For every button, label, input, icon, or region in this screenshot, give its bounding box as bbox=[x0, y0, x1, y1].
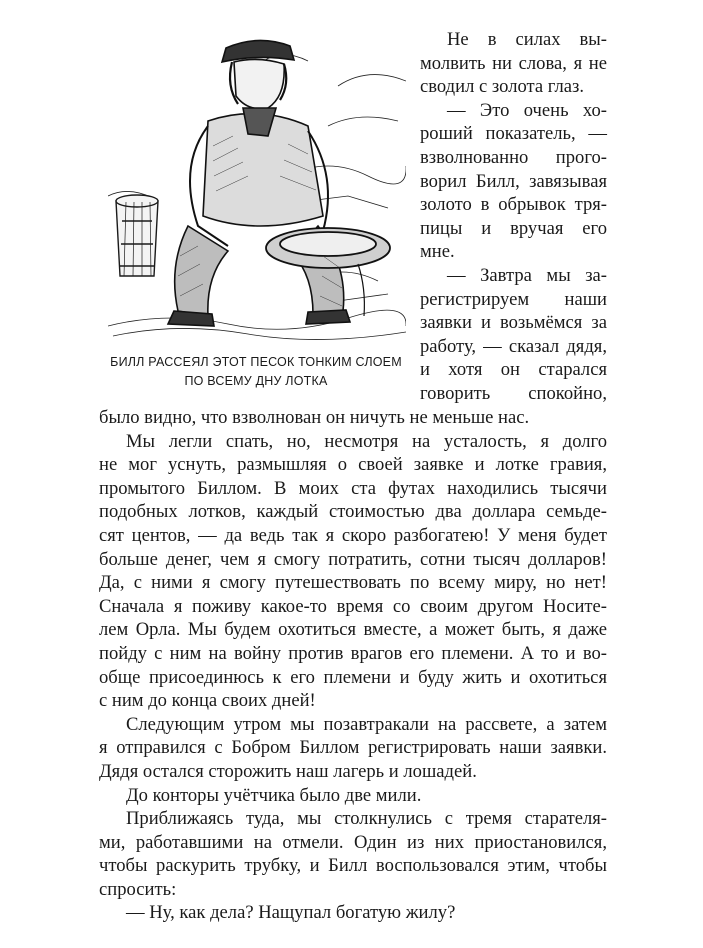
text-line: Следующим утром мы позавтракали на рассвете, а затем bbox=[126, 713, 607, 735]
text-line: регистрируем наши bbox=[420, 288, 607, 310]
text-line: промытого Биллом. В моих ста футах находились тысячи bbox=[99, 477, 607, 499]
text-line: я отправился с Бобром Биллом регистрировать наши заявки. bbox=[99, 737, 607, 759]
text-line: взволнованно прого- bbox=[420, 146, 607, 168]
side-column-text bbox=[420, 28, 607, 406]
text-line: и хотя он старался bbox=[420, 359, 607, 381]
text-line: Да, с ними я смогу путешествовать по всему миру, но нет! bbox=[99, 572, 607, 594]
caption-line: ПО ВСЕМУ ДНУ ЛОТКА bbox=[184, 374, 328, 388]
text-line: не мог уснуть, размышляя о своей заявке и лотке гравия, bbox=[99, 454, 607, 476]
text-line: лем Орла. Мы будем охотиться вместе, а может быть, я даже bbox=[99, 619, 607, 641]
text-line: подобных лотков, каждый стоимостью два доллара семьде- bbox=[99, 501, 607, 523]
text-line: роший показатель, — bbox=[420, 123, 607, 145]
text-line: До конторы учётчика было две мили. bbox=[126, 784, 422, 806]
text-line: — Это очень хо- bbox=[447, 99, 607, 121]
text-line: — Завтра мы за- bbox=[447, 264, 607, 286]
text-line: работу, — сказал дядя, bbox=[420, 335, 607, 357]
illustration-caption bbox=[100, 353, 412, 391]
text-line: Сначала я поживу какое-то время со своим другом Носите- bbox=[99, 595, 607, 617]
text-line: Дядя остался сторожить наш лагерь и лошадей. bbox=[99, 760, 477, 782]
text-line: Не в силах вы- bbox=[447, 29, 607, 50]
text-line: пицы и вручая его bbox=[420, 217, 607, 239]
caption-line: БИЛЛ РАССЕЯЛ ЭТОТ ПЕСОК ТОНКИМ СЛОЕМ bbox=[110, 355, 402, 369]
text-line: сводил с золота глаз. bbox=[420, 76, 584, 98]
text-line: пойду с ним на войну против врагов его племени. А то и во- bbox=[99, 642, 607, 664]
text-line: золото в обрывок тря- bbox=[420, 194, 607, 216]
text-line: Мы легли спать, но, несмотря на усталость, я долго bbox=[126, 430, 607, 452]
text-line: — Ну, как дела? Нащупал богатую жилу? bbox=[126, 902, 456, 924]
text-line: обще присоединюсь к его племени и буду жить и охотиться bbox=[99, 666, 607, 688]
text-line: с ним до конца своих дней! bbox=[99, 690, 316, 712]
text-line: сят центов, — да ведь так я скоро разбогатею! У меня будет bbox=[99, 524, 607, 546]
text-line: чтобы раскурить трубку, и Билл воспользовался этим, чтобы bbox=[99, 855, 607, 877]
text-line: больше денег, чем я смогу потратить, сотни тысяч долларов! bbox=[99, 548, 607, 570]
prospector-illustration bbox=[108, 26, 406, 344]
text-line: было видно, что взволнован он ничуть не меньше нас. bbox=[99, 407, 530, 428]
text-line: мне. bbox=[420, 241, 455, 263]
prospector-panning-gold-icon bbox=[108, 26, 406, 344]
text-line: ворил Билл, завязывая bbox=[420, 170, 607, 192]
text-line: молвить ни слова, я не bbox=[420, 52, 607, 74]
text-line: спросить: bbox=[99, 878, 177, 900]
text-line: ми, работавшими на отмели. Один из них приостановился, bbox=[99, 831, 607, 853]
text-line: Приближаясь туда, мы столкнулись с тремя старателя- bbox=[126, 808, 607, 830]
main-body-text bbox=[99, 406, 607, 925]
text-line: заявки и возьмёмся за bbox=[420, 312, 607, 334]
text-line: говорить спокойно, bbox=[420, 382, 607, 404]
